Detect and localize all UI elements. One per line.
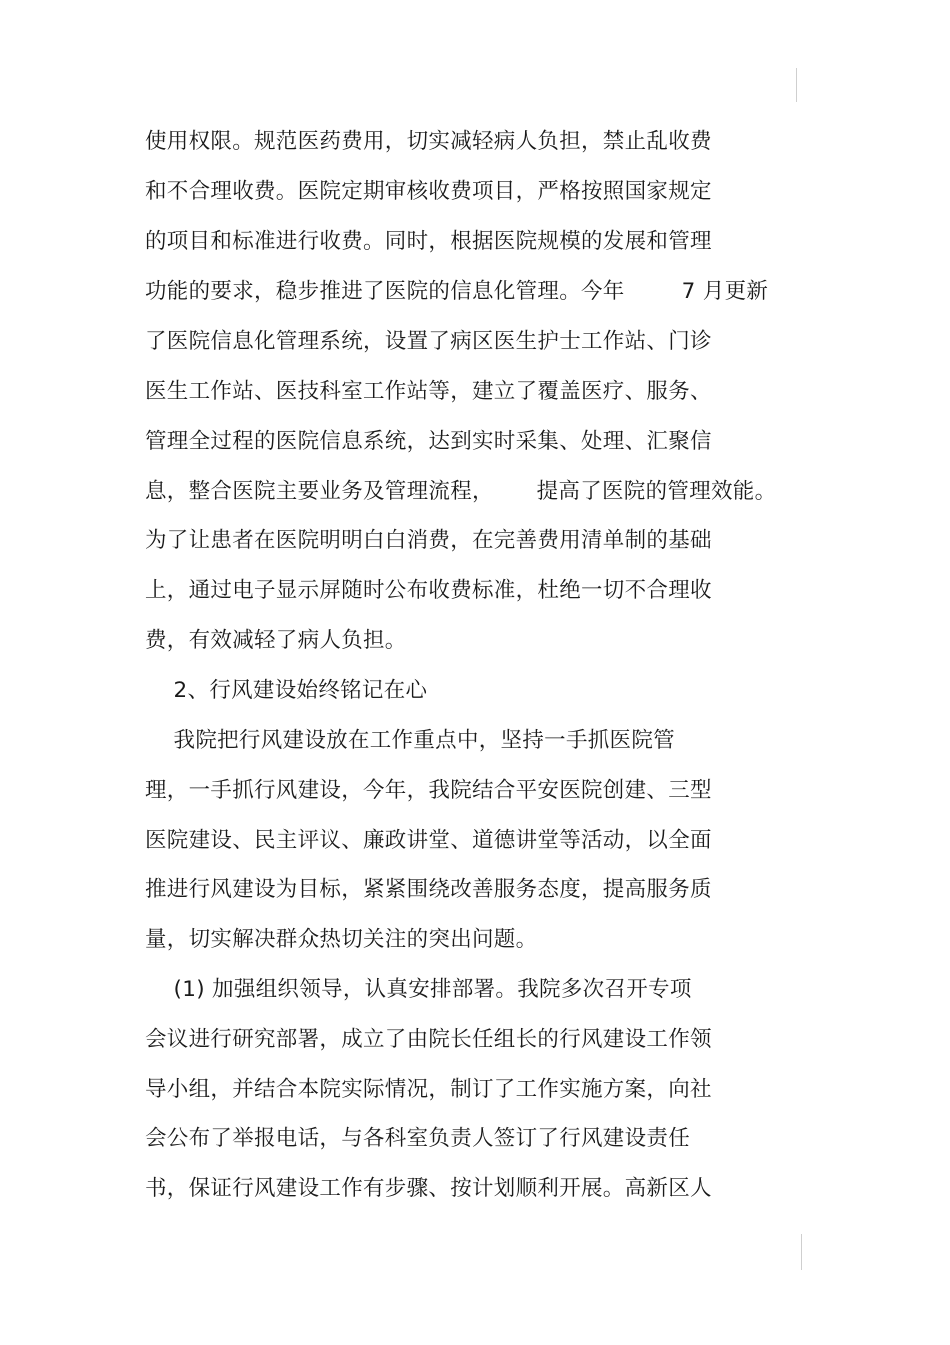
text-line: 为了让患者在医院明明白白消费，在完善费用清单制的基础 [145,528,712,553]
page-edge-mark-top [796,68,797,102]
text-line: 我院把行风建设放在工作重点中，坚持一手抓医院管 [145,728,675,753]
text-line: 息，整合医院主要业务及管理流程， 提高了医院的管理效能。 [145,479,777,504]
text-line: 推进行风建设为目标，紧紧围绕改善服务态度，提高服务质 [145,877,712,902]
text-line: 理，一手抓行风建设，今年，我院结合平安医院创建、三型 [145,778,712,803]
text-line: 导小组，并结合本院实际情况，制订了工作实施方案，向社 [145,1077,712,1102]
text-line: (1) 加强组织领导，认真安排部署。我院多次召开专项 [145,977,692,1002]
page-edge-mark-bottom [801,1234,802,1270]
text-line: 上，通过电子显示屏随时公布收费标准，杜绝一切不合理收 [145,578,712,603]
text-line: 会议进行研究部署，成立了由院长任组长的行风建设工作领 [145,1027,712,1052]
section-heading: 2、行风建设始终铭记在心 [145,678,428,703]
text-line: 的项目和标准进行收费。同时，根据医院规模的发展和管理 [145,229,712,254]
text-line: 量，切实解决群众热切关注的突出问题。 [145,927,538,952]
text-line: 和不合理收费。医院定期审核收费项目，严格按照国家规定 [145,179,712,204]
text-line: 会公布了举报电话，与各科室负责人签订了行风建设责任 [145,1126,691,1151]
text-line: 功能的要求，稳步推进了医院的信息化管理。今年 7 月更新 [145,279,769,304]
text-line: 医生工作站、医技科室工作站等，建立了覆盖医疗、服务、 [145,379,712,404]
text-line: 费，有效减轻了病人负担。 [145,628,407,653]
text-line: 医院建设、民主评议、廉政讲堂、道德讲堂等活动，以全面 [145,828,712,853]
text-line: 了医院信息化管理系统，设置了病区医生护士工作站、门诊 [145,329,712,354]
text-line: 管理全过程的医院信息系统，达到实时采集、处理、汇聚信 [145,429,712,454]
text-line: 使用权限。规范医药费用，切实减轻病人负担，禁止乱收费 [145,129,712,154]
text-line: 书，保证行风建设工作有步骤、按计划顺利开展。高新区人 [145,1176,712,1201]
